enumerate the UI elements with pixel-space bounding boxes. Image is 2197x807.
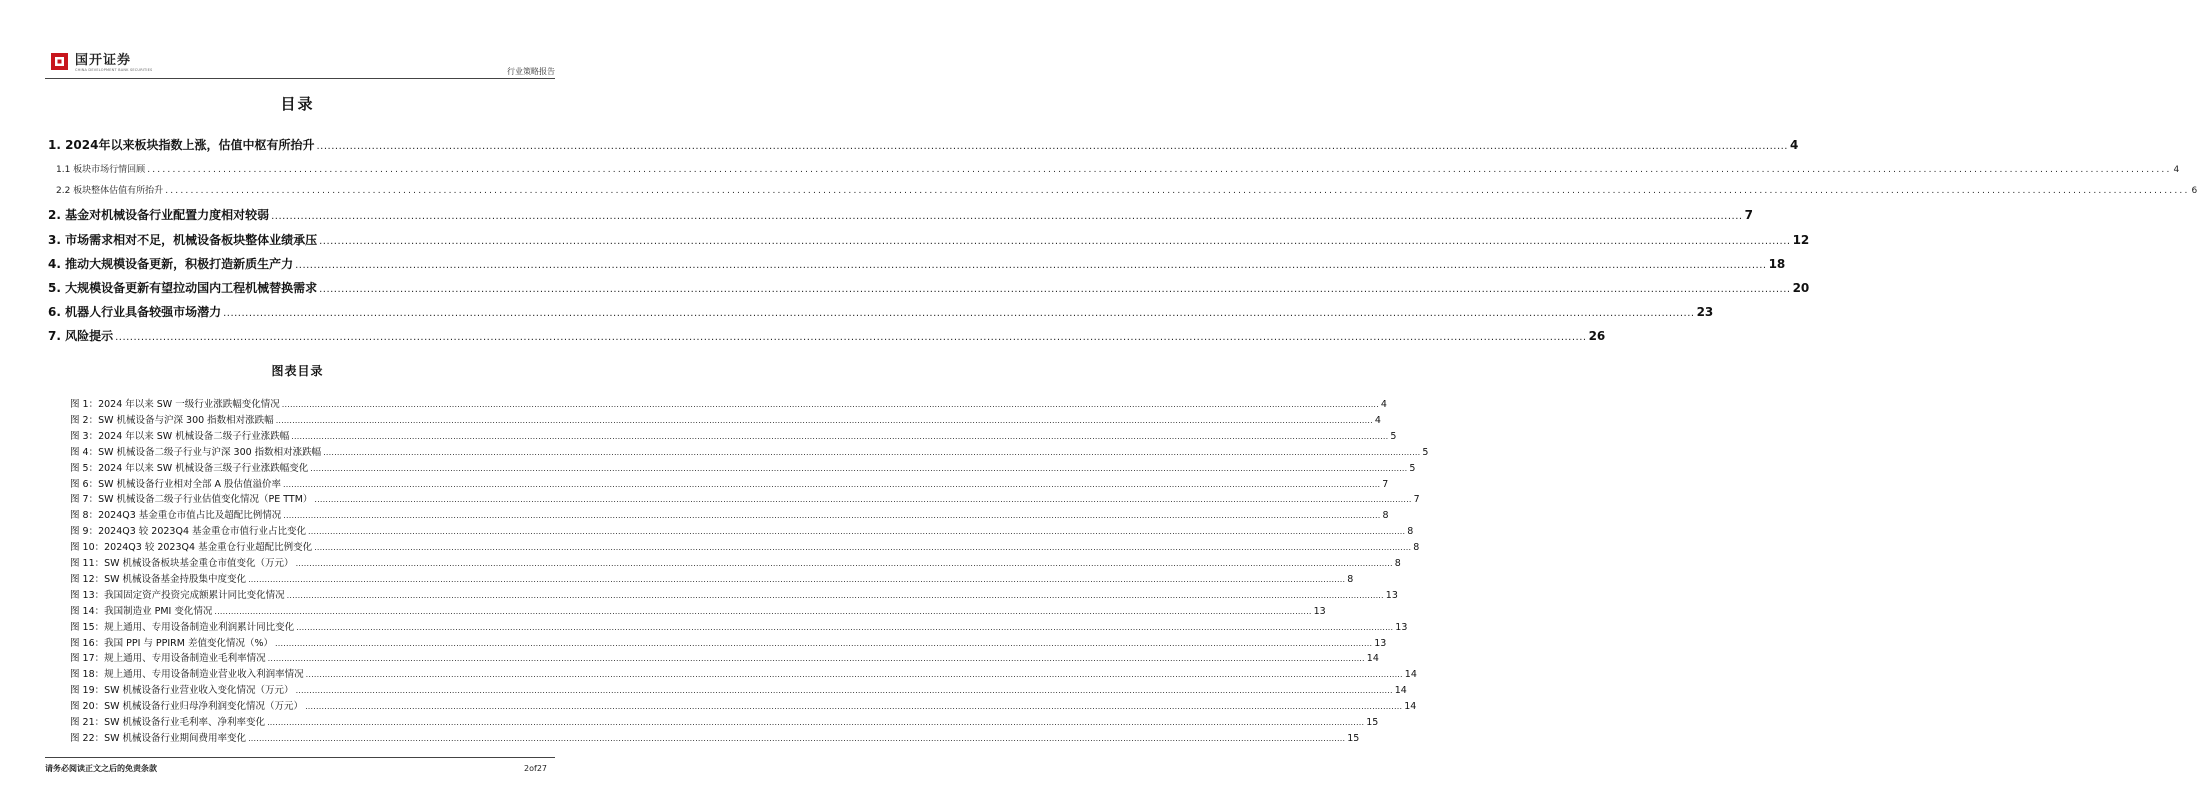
figure-entry[interactable] xyxy=(70,396,1387,410)
figure-entry-label: 图 16：我国 PPI 与 PPIRM 差值变化情况（%） xyxy=(70,637,274,649)
dot-leader: ................................................................................................................................................................................................................................................................................................................................................................................................................ xyxy=(281,400,1379,409)
logo-subtitle: CHINA DEVELOPMENT BANK SECURITIES xyxy=(75,68,153,72)
figure-entry-page: 14 xyxy=(1366,653,1379,665)
toc-entry[interactable] xyxy=(48,303,1714,320)
figure-entry[interactable] xyxy=(70,714,1379,728)
toc-entry-page: 23 xyxy=(1696,305,1714,319)
figure-entry[interactable] xyxy=(70,587,1398,601)
dot-leader: ................................................................................................................................................................................................................................................................................................................................................................................................................ xyxy=(319,236,1791,247)
figure-entry[interactable] xyxy=(70,571,1354,585)
figure-entry[interactable] xyxy=(70,603,1326,617)
toc-entry[interactable] xyxy=(48,255,1786,272)
toc-entry[interactable] xyxy=(48,206,1753,223)
dot-leader: ................................................................................................................................................................................................................................................................................................................................................................................................................ xyxy=(319,284,1791,295)
dot-leader: ................................................................................................................................................................................................................................................................................................................................................................................................................ xyxy=(248,574,1346,584)
figure-entry-page: 8 xyxy=(1407,526,1414,538)
figure-entry[interactable] xyxy=(70,635,1387,649)
toc-entry-label: 5. 大规模设备更新有望拉动国内工程机械替换需求 xyxy=(48,281,318,295)
figure-entry-label: 图 5：2024 年以来 SW 机械设备三级子行业涨跌幅变化 xyxy=(70,462,309,474)
figure-entry-label: 图 22：SW 机械设备行业期间费用率变化 xyxy=(70,732,247,744)
toc-entry-page: 4 xyxy=(1789,138,1799,152)
figure-entry-page: 14 xyxy=(1394,685,1407,697)
report-type: 行业策略报告 xyxy=(507,67,555,76)
toc-entry[interactable] xyxy=(48,231,1810,248)
figure-entry[interactable] xyxy=(70,555,1401,569)
dot-leader: ................................................................................................................................................................................................................................................................................................................................................................................................................ xyxy=(115,332,1587,343)
toc-entry-page: 12 xyxy=(1792,233,1810,247)
figure-entry-page: 15 xyxy=(1366,717,1379,728)
figure-entry-page: 8 xyxy=(1394,558,1401,569)
figure-entry[interactable] xyxy=(70,507,1389,522)
toc-title: 目录 xyxy=(280,95,315,113)
figure-entry[interactable] xyxy=(70,523,1414,538)
figure-entry-label: 图 15：规上通用、专用设备制造业利润累计同比变化 xyxy=(70,621,295,633)
figure-entry-page: 14 xyxy=(1404,669,1417,681)
toc-entry-page: 7 xyxy=(1744,208,1753,222)
dot-leader: ................................................................................................................................................................................................................................................................................................................................................................................................................ xyxy=(275,415,1373,425)
figure-entry[interactable] xyxy=(70,539,1420,554)
dot-leader: ................................................................................................................................................................................................................................................................................................................................................................................................................ xyxy=(314,543,1412,553)
figure-entry-page: 14 xyxy=(1404,701,1417,713)
figure-entry[interactable] xyxy=(70,491,1420,506)
figure-entry-page: 7 xyxy=(1382,478,1389,490)
toc-entry-page: 26 xyxy=(1588,329,1606,343)
toc-subentry-page: 6 xyxy=(2191,186,2197,196)
figure-entry-label: 图 1：2024 年以来 SW 一级行业涨跌幅变化情况 xyxy=(70,399,280,410)
figure-entry-label: 图 11：SW 机械设备板块基金重仓市值变化（万元） xyxy=(70,558,294,569)
figure-entry-label: 图 2：SW 机械设备与沪深 300 指数相对涨跌幅 xyxy=(70,414,274,426)
toc-entry-label: 1. 2024年以来板块指数上涨，估值中枢有所抬升 xyxy=(48,138,315,152)
dot-leader: ................................................................................................................................................................................................................................................................................................................................................................................................................ xyxy=(295,686,1393,696)
figure-entry-label: 图 19：SW 机械设备行业营业收入变化情况（万元） xyxy=(70,685,294,697)
dot-leader: ................................................................................................................................................................................................................................................................................................................................................................................................................ xyxy=(305,670,1403,680)
figure-entry-page: 13 xyxy=(1395,621,1408,633)
figure-entry[interactable] xyxy=(70,698,1417,713)
figure-entry-page: 15 xyxy=(1347,732,1360,744)
dot-leader: ................................................................................................................................................................................................................................................................................................................................................................................................................ xyxy=(248,733,1346,743)
dot-leader: ................................................................................................................................................................................................................................................................................................................................................................................................................ xyxy=(267,718,1365,727)
figure-entry-page: 13 xyxy=(1385,589,1398,601)
figure-entry-page: 8 xyxy=(1382,510,1389,522)
dot-leader: ................................................................................................................................................................................................................................................................................................................................................................................................................ xyxy=(296,622,1394,632)
figure-entry[interactable] xyxy=(70,412,1381,426)
dot-leader: ................................................................................................................................................................................................................................................................................................................................................................................................................ xyxy=(165,186,2190,196)
figure-entry-page: 13 xyxy=(1313,605,1326,617)
toc-entry-label: 3. 市场需求相对不足，机械设备板块整体业绩承压 xyxy=(48,233,318,247)
figure-entry-label: 图 13：我国固定资产投资完成额累计同比变化情况 xyxy=(70,589,285,601)
figure-entry-label: 图 18：规上通用、专用设备制造业营业收入利润率情况 xyxy=(70,669,304,681)
figure-entry-page: 5 xyxy=(1390,430,1397,442)
toc-entry-label: 6. 机器人行业具备较强市场潜力 xyxy=(48,305,222,319)
figure-entry[interactable] xyxy=(70,666,1417,681)
logo-mark-icon xyxy=(51,53,68,70)
figure-entry-label: 图 4：SW 机械设备二级子行业与沪深 300 指数相对涨跌幅 xyxy=(70,446,322,458)
figure-entry-label: 图 7：SW 机械设备二级子行业估值变化情况（PE TTM） xyxy=(70,494,313,506)
toc-entry[interactable] xyxy=(48,136,1799,153)
toc-subentry[interactable] xyxy=(56,183,2197,196)
figure-entry-page: 4 xyxy=(1380,399,1387,410)
toc-subentry-label: 1.1 板块市场行情回顾 xyxy=(56,165,146,175)
figure-entry-label: 图 21：SW 机械设备行业毛利率、净利率变化 xyxy=(70,717,266,728)
dot-leader: ................................................................................................................................................................................................................................................................................................................................................................................................................ xyxy=(316,141,1788,152)
figure-entry-label: 图 6：SW 机械设备行业相对全部 A 股估值溢价率 xyxy=(70,478,282,490)
dot-leader: ................................................................................................................................................................................................................................................................................................................................................................................................................ xyxy=(323,447,1421,457)
dot-leader: ................................................................................................................................................................................................................................................................................................................................................................................................................ xyxy=(291,431,1389,441)
figure-entry[interactable] xyxy=(70,682,1407,697)
figure-entry[interactable] xyxy=(70,460,1416,474)
figure-entry-label: 图 10：2024Q3 较 2023Q4 基金重仓行业超配比例变化 xyxy=(70,542,313,554)
figure-entry[interactable] xyxy=(70,476,1389,490)
header-divider xyxy=(45,78,555,79)
dot-leader: ................................................................................................................................................................................................................................................................................................................................................................................................................ xyxy=(286,590,1384,600)
figure-entry-page: 7 xyxy=(1413,494,1420,506)
dot-leader: ................................................................................................................................................................................................................................................................................................................................................................................................................ xyxy=(305,702,1403,712)
figure-entry-label: 图 14：我国制造业 PMI 变化情况 xyxy=(70,605,213,617)
dot-leader: ................................................................................................................................................................................................................................................................................................................................................................................................................ xyxy=(271,211,1743,222)
figure-entry-label: 图 8：2024Q3 基金重仓市值占比及超配比例情况 xyxy=(70,510,282,522)
page-indicator: 2of27 xyxy=(524,764,547,773)
dot-leader: ................................................................................................................................................................................................................................................................................................................................................................................................................ xyxy=(283,511,1381,521)
dot-leader: ................................................................................................................................................................................................................................................................................................................................................................................................................ xyxy=(147,165,2172,175)
figure-entry[interactable] xyxy=(70,650,1379,665)
logo-name: 国开证券 xyxy=(75,53,132,68)
dot-leader: ................................................................................................................................................................................................................................................................................................................................................................................................................ xyxy=(283,479,1381,489)
figure-entry-label: 图 9：2024Q3 较 2023Q4 基金重仓市值行业占比变化 xyxy=(70,526,307,538)
dot-leader: ................................................................................................................................................................................................................................................................................................................................................................................................................ xyxy=(267,654,1365,664)
footer-disclaimer: 请务必阅读正文之后的免责条款 xyxy=(45,764,157,773)
dot-leader: ................................................................................................................................................................................................................................................................................................................................................................................................................ xyxy=(310,463,1408,473)
figure-entry[interactable] xyxy=(70,428,1397,442)
toc-entry[interactable] xyxy=(48,279,1810,296)
figure-entry-label: 图 12：SW 机械设备基金持股集中度变化 xyxy=(70,573,247,585)
toc-entry-label: 4. 推动大规模设备更新，积极打造新质生产力 xyxy=(48,257,294,271)
dot-leader: ................................................................................................................................................................................................................................................................................................................................................................................................................ xyxy=(314,495,1412,505)
dot-leader: ................................................................................................................................................................................................................................................................................................................................................................................................................ xyxy=(223,308,1695,319)
footer-divider xyxy=(45,757,555,758)
figure-entry-label: 图 20：SW 机械设备行业归母净利润变化情况（万元） xyxy=(70,701,304,713)
figure-entry-page: 5 xyxy=(1422,446,1429,458)
figure-entry-page: 8 xyxy=(1347,573,1354,585)
dot-leader: ................................................................................................................................................................................................................................................................................................................................................................................................................ xyxy=(295,559,1393,568)
toc-entry-label: 2. 基金对机械设备行业配置力度相对较弱 xyxy=(48,208,270,222)
page-header xyxy=(45,46,555,80)
toc-entry[interactable] xyxy=(48,327,1606,344)
toc-entry-page: 18 xyxy=(1768,257,1786,271)
dot-leader: ................................................................................................................................................................................................................................................................................................................................................................................................................ xyxy=(275,638,1373,648)
toc-subentry[interactable] xyxy=(56,162,2180,175)
toc-subentry-label: 2.2 板块整体估值有所抬升 xyxy=(56,186,164,196)
figure-entry[interactable] xyxy=(70,730,1360,744)
dot-leader: ................................................................................................................................................................................................................................................................................................................................................................................................................ xyxy=(214,606,1312,616)
toc-entry-page: 20 xyxy=(1792,281,1810,295)
figure-entry[interactable] xyxy=(70,444,1429,458)
figure-entry-label: 图 3：2024 年以来 SW 机械设备二级子行业涨跌幅 xyxy=(70,430,290,442)
toc-subentry-page: 4 xyxy=(2173,165,2180,175)
figure-entry[interactable] xyxy=(70,619,1408,633)
figure-entry-label: 图 17：规上通用、专用设备制造业毛利率情况 xyxy=(70,653,266,665)
figure-entry-page: 4 xyxy=(1374,414,1381,426)
figures-title: 图表目录 xyxy=(271,364,324,378)
figure-entry-page: 13 xyxy=(1374,637,1387,649)
toc-entry-label: 7. 风险提示 xyxy=(48,329,114,343)
dot-leader: ................................................................................................................................................................................................................................................................................................................................................................................................................ xyxy=(308,527,1406,537)
figure-entry-page: 5 xyxy=(1409,462,1416,474)
figure-entry-page: 8 xyxy=(1413,542,1420,554)
dot-leader: ................................................................................................................................................................................................................................................................................................................................................................................................................ xyxy=(295,260,1767,271)
